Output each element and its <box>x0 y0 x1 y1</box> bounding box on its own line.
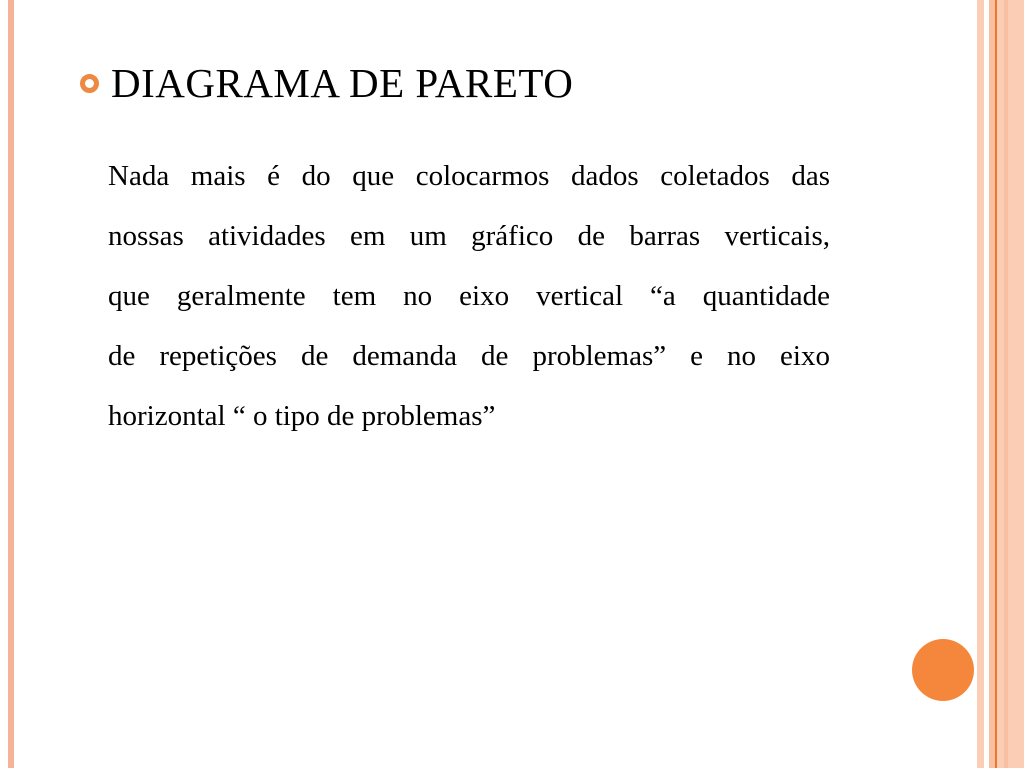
body-line: horizontal “ o tipo de problemas” <box>108 400 496 432</box>
right-border-stripe <box>997 0 1004 768</box>
slide-title: DIAGRAMA DE PARETO <box>111 60 574 106</box>
right-border-stripe <box>977 0 984 768</box>
right-border-stripe <box>1008 0 1024 768</box>
filled-circle-decoration <box>912 639 974 701</box>
body-paragraph <box>108 146 830 446</box>
left-border-stripe <box>8 0 14 768</box>
body-line: Nada mais é do que colocarmos dados coletados das <box>108 160 830 192</box>
body-line: que geralmente tem no eixo vertical “a quantidade <box>108 280 830 312</box>
body-line: de repetições de demanda de problemas” e no eixo <box>108 340 830 372</box>
ring-bullet-icon <box>80 74 99 93</box>
body-line: nossas atividades em um gráfico de barras verticais, <box>108 220 830 252</box>
slide-heading <box>80 62 573 105</box>
